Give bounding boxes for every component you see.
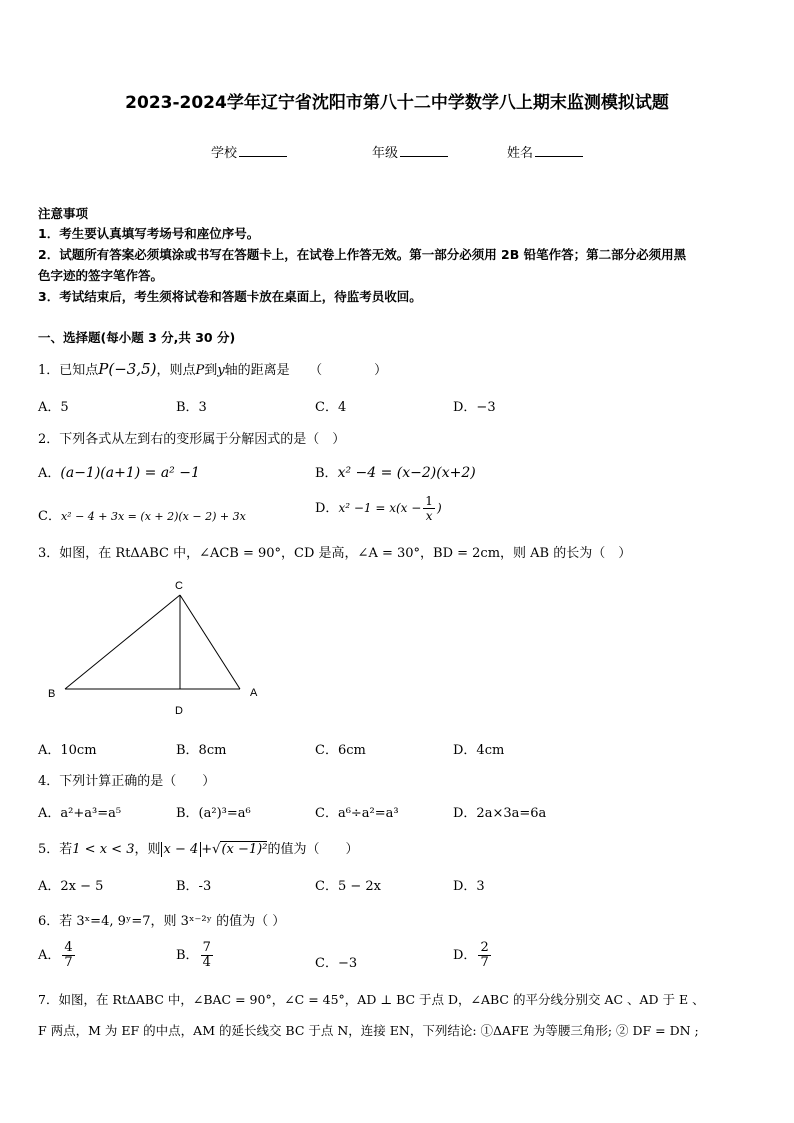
grade-blank [400, 144, 448, 157]
question-4: 4．下列计算正确的是（ ） [38, 774, 216, 789]
section-heading: 一、选择题(每小题 3 分,共 30 分) [38, 330, 236, 345]
q1-y: y [217, 363, 225, 378]
q1-p: P [195, 363, 205, 378]
q4-option-a: A．a²+a³=a⁵ [38, 806, 122, 821]
q5-option-b: B．-3 [176, 879, 212, 894]
q5-option-c: C．5 − 2x [315, 879, 381, 894]
school-blank [239, 144, 287, 157]
q5-option-d: D．3 [453, 879, 485, 894]
question-7-line-2: F 两点，M 为 EF 的中点，AM 的延长线交 BC 于点 N，连接 EN，下列结论: ①ΔAFE 为等腰三角形; ② DF = DN ; [38, 1023, 699, 1038]
question-6: 6．若 3ˣ=4, 9ʸ=7，则 3ˣ⁻²ʸ 的值为（ ） [38, 914, 286, 929]
q3-option-a: A．10cm [38, 743, 97, 758]
q2-option-c: C．x² − 4 + 3x = (x + 2)(x − 2) + 3x [38, 509, 246, 524]
q6-option-a: A． $\frac{4}{7}$ [38, 940, 73, 970]
name-field [507, 142, 583, 161]
label-b: B [48, 688, 56, 700]
label-a: A [250, 687, 258, 699]
question-1 [38, 359, 387, 378]
label-d: D [175, 705, 183, 717]
q1-text: 已知点 [59, 363, 99, 378]
notice-item-1: 1．考生要认真填写考场号和座位序号。 [38, 226, 260, 241]
school-label: 学校 [211, 146, 238, 161]
q1-option-b: B．3 [176, 400, 207, 415]
segment-bc [65, 595, 180, 689]
notice-item-2-cont: 色字迹的签字笔作答。 [38, 268, 164, 283]
question-5: 5．若1 < x < 3，则 x − 4 +√(x −1)²的值为（ ） [38, 842, 359, 857]
name-blank [535, 144, 583, 157]
question-2: 2．下列各式从左到右的变形属于分解因式的是（ ） [38, 432, 346, 447]
name-label: 姓名 [507, 146, 534, 161]
q1-text-2: ，则点 [156, 363, 196, 378]
q6-option-b: B． $\frac{7}{4}$ [176, 940, 211, 970]
question-7-line-1: 7．如图，在 RtΔABC 中，∠BAC = 90°，∠C = 45°，AD ⊥ BC 于点 D，∠ABC 的平分线分别交 AC 、AD 于 E 、 [38, 992, 705, 1007]
q2-option-a: A．(a−1)(a+1) = a² −1 [38, 465, 200, 481]
q4-option-c: C．a⁶÷a²=a³ [315, 806, 399, 821]
q1-text-4: 轴的距离是 （ ） [224, 363, 388, 378]
q1-point: P(−3,5) [98, 360, 157, 378]
grade-label: 年级 [372, 146, 399, 161]
notice-heading: 注意事项 [38, 206, 89, 221]
q1-text-3: 到 [204, 363, 218, 378]
notice-item-2: 2．试题所有答案必须填涂或书写在答题卡上，在试卷上作答无效。第一部分必须用 2B 铅笔作答；第二部分必须用黑 [38, 247, 687, 262]
q4-option-b: B．(a²)³=a⁶ [176, 806, 251, 821]
grade-field [372, 142, 448, 161]
q1-option-a: A．5 [38, 400, 69, 415]
q2-option-d: D．x² −1 = x(x − $\frac{1}{x}$ ) [315, 494, 442, 523]
question-3: 3．如图，在 RtΔABC 中，∠ACB = 90°，CD 是高，∠A = 30°，BD = 2cm，则 AB 的长为（ ） [38, 546, 632, 561]
label-c: C [175, 580, 183, 592]
q6-option-c: C．−3 [315, 956, 358, 971]
q2-option-b: B．x² −4 = (x−2)(x+2) [315, 465, 476, 481]
triangle-figure [40, 575, 280, 725]
q5-option-a: A．2x − 5 [38, 879, 104, 894]
q1-option-d: D．−3 [453, 400, 496, 415]
q4-option-d: D．2a×3a=6a [453, 806, 547, 821]
exam-title: 2023-2024学年辽宁省沈阳市第八十二中学数学八上期末监测模拟试题 [125, 93, 669, 113]
q6-option-d: D． $\frac{2}{7}$ [453, 940, 489, 970]
q3-option-c: C．6cm [315, 743, 366, 758]
q1-option-c: C．4 [315, 400, 347, 415]
q1-number: 1． [38, 363, 60, 378]
q3-option-b: B．8cm [176, 743, 227, 758]
q3-option-d: D．4cm [453, 743, 505, 758]
school-field [211, 142, 287, 161]
notice-item-3: 3．考试结束后，考生须将试卷和答题卡放在桌面上，待监考员收回。 [38, 289, 422, 304]
segment-ca [180, 595, 240, 689]
